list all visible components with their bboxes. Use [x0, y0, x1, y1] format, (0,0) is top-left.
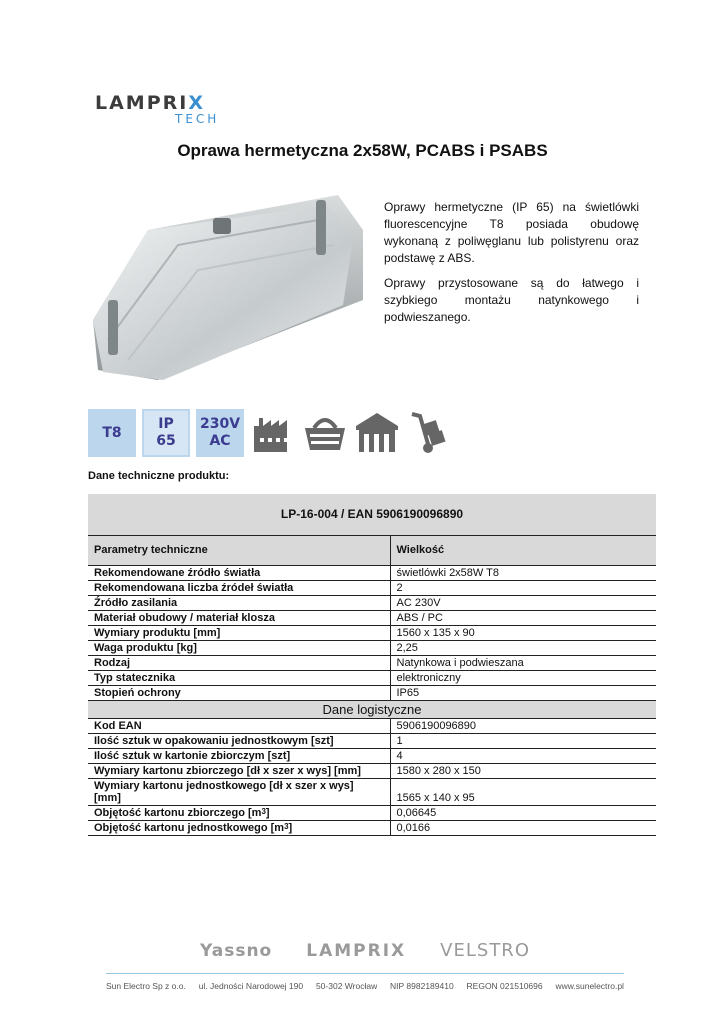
header-value: Wielkość: [390, 535, 656, 565]
param-value: IP65: [390, 685, 656, 700]
param-value: 4: [390, 748, 656, 763]
param-value: 5906190096890: [390, 718, 656, 733]
table-row: [88, 580, 656, 595]
logistics-header: Dane logistyczne: [88, 700, 656, 718]
factory-icon: [250, 410, 296, 456]
header-param: Parametry techniczne: [88, 535, 390, 565]
footer-website[interactable]: www.sunelectro.pl: [555, 981, 624, 991]
logo-subtitle: TECH: [175, 112, 220, 126]
param-value: 1565 x 140 x 95: [390, 778, 656, 805]
model-row: [88, 494, 656, 535]
table-row: [88, 685, 656, 700]
param-name: Wymiary kartonu jednostkowego [dł x szer x wys] [mm]: [88, 778, 390, 805]
param-name: Ilość sztuk w opakowaniu jednostkowym [szt]: [88, 733, 390, 748]
footer-address: ul. Jedności Narodowej 190: [198, 981, 304, 991]
footer-divider: [106, 973, 624, 974]
cube-superscript: 3: [261, 806, 266, 816]
feature-badges: [88, 408, 458, 458]
company-footer: [106, 981, 624, 991]
spec-table-body: [88, 494, 656, 835]
table-row: [88, 670, 656, 685]
table-row: [88, 640, 656, 655]
param-value: ABS / PC: [390, 610, 656, 625]
param-value: AC 230V: [390, 595, 656, 610]
param-name: Wymiary produktu [mm]: [88, 625, 390, 640]
param-value: 2: [390, 580, 656, 595]
param-name: Rodzaj: [88, 655, 390, 670]
velstro-logo: VELSTRO: [440, 940, 530, 961]
param-value: 2,25: [390, 640, 656, 655]
footer-company: Sun Electro Sp z o.o.: [106, 981, 186, 991]
t8-badge: T8: [88, 409, 136, 457]
footer-regon: REGON 021510696: [466, 981, 543, 991]
param-value: 0,0166: [390, 820, 656, 835]
param-name: Typ statecznika: [88, 670, 390, 685]
table-row: [88, 625, 656, 640]
hand-truck-icon: [406, 410, 452, 456]
param-value: Natynkowa i podwieszana: [390, 655, 656, 670]
table-row: [88, 748, 656, 763]
footer-nip: NIP 8982189410: [390, 981, 454, 991]
lamprix-logo: LAMPRIX: [306, 940, 407, 961]
footer-city: 50-302 Wrocław: [315, 981, 378, 991]
specification-table: [88, 494, 656, 836]
table-row: [88, 565, 656, 580]
param-name: Waga produktu [kg]: [88, 640, 390, 655]
description-paragraph: Oprawy przystosowane są do łatwego i szybkiego montażu natynkowego i podwieszanego.: [384, 276, 639, 324]
param-name: Objętość kartonu jednostkowego $[m^3]$: [88, 820, 390, 835]
param-name: Rekomendowane źródło światła: [88, 565, 390, 580]
table-row: [88, 778, 656, 805]
param-name: Rekomendowana liczba źródeł światła: [88, 580, 390, 595]
param-value: świetlówki 2x58W T8: [390, 565, 656, 580]
logo-wordmark: LAMPRIX: [95, 92, 205, 114]
cube-superscript: 3: [284, 821, 289, 831]
shopping-basket-icon: [302, 410, 348, 456]
param-value: 1580 x 280 x 150: [390, 763, 656, 778]
param-name: Wymiary kartonu zbiorczego [dł x szer x wys] [mm]: [88, 763, 390, 778]
table-row: [88, 655, 656, 670]
param-name: Ilość sztuk w kartonie zbiorczym [szt]: [88, 748, 390, 763]
230v-ac-badge: 230V AC: [196, 409, 244, 457]
param-value: 1: [390, 733, 656, 748]
param-value: 1560 x 135 x 90: [390, 625, 656, 640]
param-name: Kod EAN: [88, 718, 390, 733]
param-name: Stopień ochrony: [88, 685, 390, 700]
param-value: 0,06645: [390, 805, 656, 820]
param-label: Objętość kartonu jednostkowego [m: [94, 821, 285, 834]
param-label: Objętość kartonu zbiorczego [m: [94, 806, 262, 819]
technical-data-label: Dane techniczne produktu:: [88, 470, 230, 482]
warehouse-icon: [354, 410, 400, 456]
param-value: elektroniczny: [390, 670, 656, 685]
table-row: [88, 610, 656, 625]
table-row: [88, 763, 656, 778]
brand-logos: [200, 940, 530, 961]
yassno-logo: Yassno: [200, 940, 273, 961]
header-row: [88, 535, 656, 565]
table-row: [88, 805, 656, 820]
logistics-section-row: [88, 700, 656, 718]
param-name: Objętość kartonu zbiorczego $[m^3]$: [88, 805, 390, 820]
table-row: [88, 718, 656, 733]
table-row: [88, 820, 656, 835]
table-row: [88, 595, 656, 610]
model-cell: LP-16-004 / EAN 5906190096890: [88, 494, 656, 535]
param-name: Źródło zasilania: [88, 595, 390, 610]
luminaire-image: [88, 190, 363, 390]
ip65-badge: IP 65: [142, 409, 190, 457]
table-row: [88, 733, 656, 748]
product-description: [384, 199, 639, 334]
description-paragraph: Oprawy hermetyczne (IP 65) na świetlówki fluorescencyjne T8 posiada obudowę wykonaną z poliwęglanu lub polistyrenu oraz podstawę z ABS.: [384, 200, 639, 265]
page-title: Oprawa hermetyczna 2x58W, PCABS i PSABS: [177, 141, 548, 160]
lamprix-tech-logo: [95, 92, 225, 126]
param-name: Materiał obudowy / materiał klosza: [88, 610, 390, 625]
